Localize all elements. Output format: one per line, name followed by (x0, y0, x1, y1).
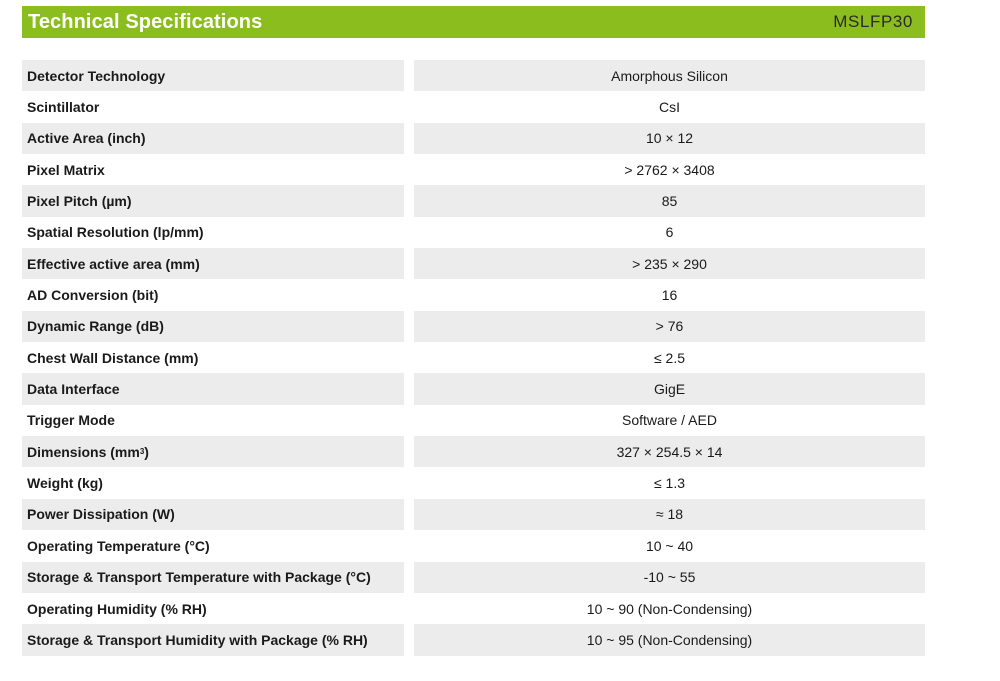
column-divider (404, 467, 414, 498)
spec-value: 16 (661, 287, 678, 304)
column-divider (404, 185, 414, 216)
table-row (22, 91, 925, 122)
table-row (22, 593, 925, 624)
column-divider (404, 624, 414, 655)
spec-value: -10 ~ 55 (414, 562, 925, 593)
table-row (22, 248, 925, 279)
spec-label: AD Conversion (bit) (27, 287, 159, 304)
table-row (22, 436, 925, 467)
column-divider (404, 279, 414, 310)
spec-label: Trigger Mode (27, 412, 115, 429)
table-row (22, 279, 925, 310)
model-number: MSLFP30 (833, 12, 913, 31)
spec-label: Dimensions (mm 3 ) (22, 436, 404, 467)
spec-value: Amorphous Silicon (414, 60, 925, 91)
column-divider (404, 562, 414, 593)
spec-table (22, 60, 925, 656)
column-divider (404, 311, 414, 342)
spec-label: Power Dissipation (W) (22, 499, 404, 530)
spec-label: Dynamic Range (dB) (22, 311, 404, 342)
spec-value: ≤ 2.5 (653, 349, 686, 366)
spec-value: Software / AED (622, 412, 717, 429)
spec-value: 85 (414, 185, 925, 216)
column-divider (404, 91, 414, 122)
column-divider (404, 593, 414, 624)
spec-value: GigE (414, 373, 925, 404)
table-row (22, 624, 925, 655)
spec-label: Operating Temperature (°C) (27, 537, 210, 554)
spec-value: > 2762 × 3408 (624, 161, 715, 178)
table-row (22, 342, 925, 373)
column-divider (404, 405, 414, 436)
spec-label: Active Area (inch) (22, 123, 404, 154)
table-row (22, 499, 925, 530)
column-divider (404, 60, 414, 91)
spec-value: 327 × 254.5 × 14 (414, 436, 925, 467)
spec-label: Storage & Transport Temperature with Package (°C) (22, 562, 404, 593)
spec-label: Pixel Pitch (µm) (22, 185, 404, 216)
table-row (22, 185, 925, 216)
column-divider (404, 217, 414, 248)
spec-label: Scintillator (27, 99, 100, 116)
column-divider (404, 373, 414, 404)
spec-label: Operating Humidity (% RH) (27, 600, 207, 617)
column-divider (404, 499, 414, 530)
spec-value: ≤ 1.3 (653, 475, 686, 492)
column-divider (404, 154, 414, 185)
column-divider (404, 123, 414, 154)
table-row (22, 60, 925, 91)
spec-label: Effective active area (mm) (22, 248, 404, 279)
spec-label: Weight (kg) (27, 475, 103, 492)
spec-label: Data Interface (22, 373, 404, 404)
column-divider (404, 436, 414, 467)
column-divider (404, 248, 414, 279)
table-row (22, 123, 925, 154)
page-title: Technical Specifications (28, 10, 263, 33)
table-row (22, 217, 925, 248)
table-row (22, 311, 925, 342)
spec-value: > 76 (414, 311, 925, 342)
table-row (22, 530, 925, 561)
spec-value: > 235 × 290 (414, 248, 925, 279)
spec-value: 10 × 12 (414, 123, 925, 154)
spec-label: Chest Wall Distance (mm) (27, 349, 199, 366)
table-row (22, 373, 925, 404)
table-row (22, 405, 925, 436)
spec-value: ≈ 18 (414, 499, 925, 530)
spec-value: CsI (659, 99, 680, 116)
spec-label: Pixel Matrix (27, 161, 105, 178)
spec-value: 10 ~ 40 (645, 537, 694, 554)
spec-value: 6 (665, 224, 674, 241)
table-row (22, 154, 925, 185)
spec-value: 10 ~ 95 (Non-Condensing) (414, 624, 925, 655)
table-row (22, 562, 925, 593)
header-bar (22, 6, 925, 38)
column-divider (404, 530, 414, 561)
spec-label: Storage & Transport Humidity with Package (% RH) (22, 624, 404, 655)
spec-label: Spatial Resolution (lp/mm) (27, 224, 204, 241)
spec-value: 10 ~ 90 (Non-Condensing) (586, 600, 753, 617)
column-divider (404, 342, 414, 373)
spec-label: Detector Technology (22, 60, 404, 91)
table-row (22, 467, 925, 498)
